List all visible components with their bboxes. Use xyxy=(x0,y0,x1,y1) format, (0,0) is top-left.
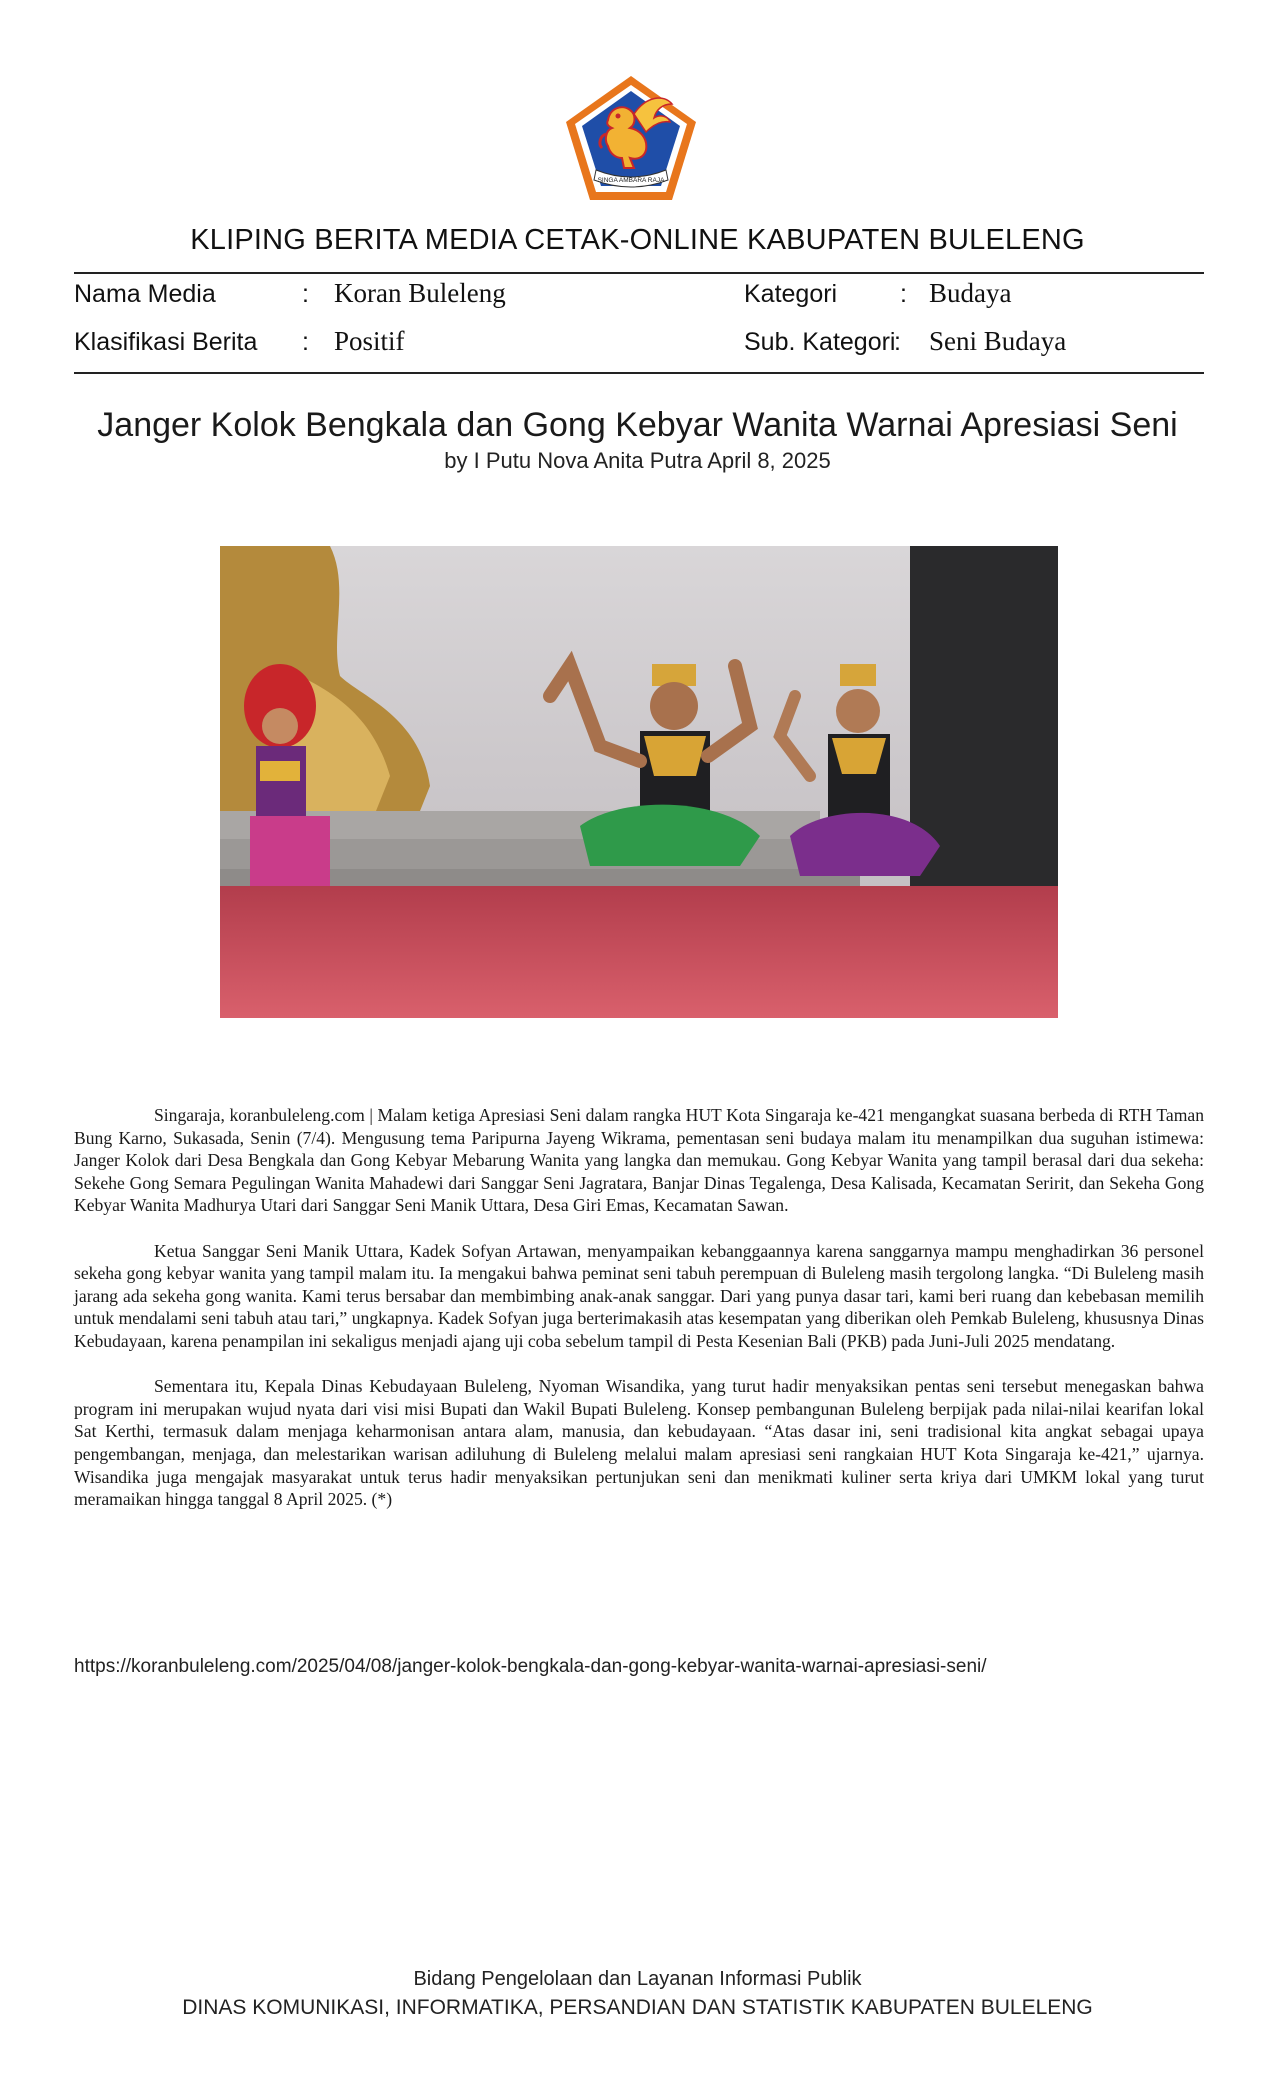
klasifikasi-value: Positif xyxy=(334,326,405,356)
media-value: Koran Buleleng xyxy=(334,278,506,308)
footer-agency: DINAS KOMUNIKASI, INFORMATIKA, PERSANDIAN DAN STATISTIK KABUPATEN BULELENG xyxy=(182,1996,1093,2019)
klasifikasi-label: Klasifikasi Berita xyxy=(74,328,258,356)
kategori-value: Budaya xyxy=(929,278,1012,308)
media-label: Nama Media xyxy=(74,280,216,308)
logo-motto: SINGA AMBARA RAJA xyxy=(597,177,665,184)
klasifikasi-colon: : xyxy=(302,328,309,356)
source-url[interactable]: https://koranbuleleng.com/2025/04/08/janger-kolok-bengkala-dan-gong-kebyar-wanita-warnai-apresiasi-seni/ xyxy=(74,1656,987,1677)
article-paragraph: Singaraja, koranbuleleng.com | Malam ketiga Apresiasi Seni dalam rangka HUT Kota Singaraja ke-421 mengangkat suasana berbeda di RTH Taman Bung Karno, Sukasada, Senin (7/4). Mengusung tema Paripurna Jayeng Wikrama, pementasan seni budaya malam itu menampilkan dua suguhan istimewa: Janger Kolok dari Desa Bengkala dan Gong Kebyar Mebarung Wanita yang langka dan memukau. Gong Kebyar Wanita yang tampil berasal dari dua sekeha: Sekehe Gong Semara Pegulingan Wanita Mahadewi dari Sanggar Seni Jagratara, Banjar Dinas Tegalenga, Desa Kalisada, Kecamatan Seririt, dan Sekeha Gong Kebyar Wanita Madhurya Utari dari Sanggar Seni Manik Uttara, Desa Giri Emas, Kecamatan Sawan. xyxy=(74,1105,1204,1216)
header-title: KLIPING BERITA MEDIA CETAK-ONLINE KABUPATEN BULELENG xyxy=(190,224,1085,256)
subkategori-label: Sub. Kategori xyxy=(744,328,896,356)
subkategori-colon: : xyxy=(894,328,901,356)
article-title: Janger Kolok Bengkala dan Gong Kebyar Wanita Warnai Apresiasi Seni xyxy=(97,406,1178,444)
janger-dancers-photo xyxy=(220,546,1058,1018)
kabupaten-logo xyxy=(564,74,698,202)
kategori-colon: : xyxy=(900,280,907,308)
article-paragraph: Sementara itu, Kepala Dinas Kebudayaan Buleleng, Nyoman Wisandika, yang turut hadir menyaksikan pentas seni tersebut menegaskan bahwa program ini merupakan wujud nyata dari visi misi Bupati dan Wakil Bupati Buleleng. Konsep pembangunan Buleleng berpijak pada nilai-nilai kearifan lokal Sat Kerthi, termasuk dalam menjaga keharmonisan antara alam, manusia, dan kebudayaan. “Atas dasar ini, seni tradisional kita angkat sebagai upaya pengembangan, menjaga, dan melestarikan warisan adiluhung di Buleleng melalui malam apresiasi seni rangkaian HUT Kota Singaraja ke-421,” ujarnya. Wisandika juga mengajak masyarakat untuk terus hadir menyaksikan pertunjukan seni dan menikmati kuliner serta kriya dari UMKM lokal yang turut meramaikan hingga tanggal 8 April 2025. (*) xyxy=(74,1376,1204,1510)
kategori-label: Kategori xyxy=(744,280,838,308)
article-byline: by I Putu Nova Anita Putra April 8, 2025 xyxy=(444,448,831,473)
article-body xyxy=(74,1104,1204,1533)
media-colon: : xyxy=(302,280,309,308)
subkategori-value: Seni Budaya xyxy=(929,326,1067,356)
singa-ambara-raja-emblem-icon xyxy=(564,74,698,202)
footer-department: Bidang Pengelolaan dan Layanan Informasi Publik xyxy=(413,1968,862,1990)
header-divider-top xyxy=(74,272,1204,274)
header-divider-bottom xyxy=(74,372,1204,374)
article-photo xyxy=(220,546,1058,1018)
article-paragraph: Ketua Sanggar Seni Manik Uttara, Kadek Sofyan Artawan, menyampaikan kebanggaannya karena sanggarnya mampu menghadirkan 36 personel sekeha gong kebyar wanita yang tampil malam itu. Ia mengakui bahwa peminat seni tabuh perempuan di Buleleng masih tergolong langka. “Di Buleleng masih jarang ada sekeha gong wanita. Kami terus bersabar dan membimbing anak-anak sanggar. Dari yang punya dasar tari, kami beri ruang dan kebebasan memilih untuk mendalami seni tabuh atau tari,” ungkapnya. Kadek Sofyan juga berterimakasih atas kesempatan yang diberikan oleh Pemkab Buleleng, khususnya Dinas Kebudayaan, karena penampilan ini sekaligus menjadi ajang uji coba sebelum tampil di Pesta Kesenian Bali (PKB) pada Juni-Juli 2025 mendatang. xyxy=(74,1240,1204,1351)
